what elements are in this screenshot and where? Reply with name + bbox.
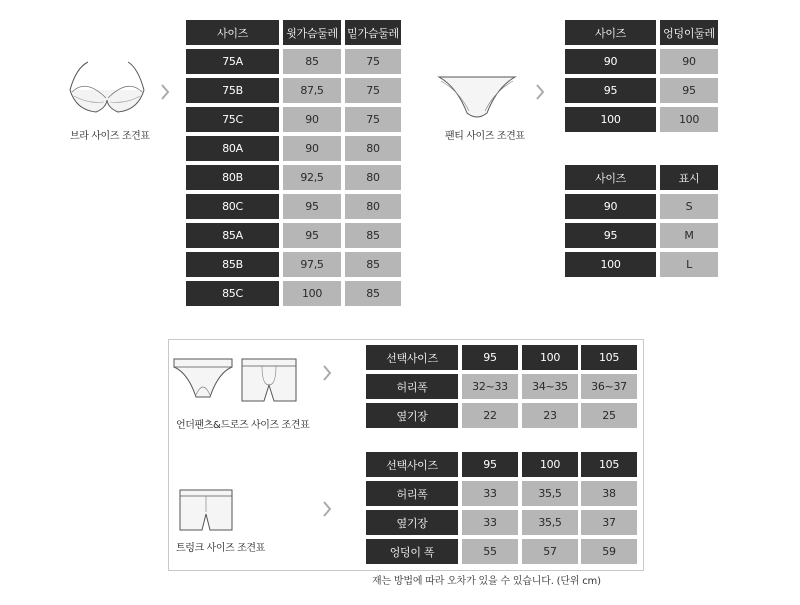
- table-row-label: 85B: [186, 252, 279, 277]
- table-cell: 85: [345, 223, 401, 248]
- measurement-note: 재는 방법에 따라 오차가 있을 수 있습니다. (단위 cm): [372, 576, 601, 587]
- table-row-label: 80C: [186, 194, 279, 219]
- table-cell: 90: [283, 136, 341, 161]
- table-cell: 59: [581, 539, 637, 564]
- table-row-label: 옆기장: [366, 510, 458, 535]
- table-cell: 95: [283, 223, 341, 248]
- table-header-cell: 사이즈: [186, 20, 279, 45]
- table-header-cell: 엉덩이둘레: [660, 20, 718, 45]
- table-row-label: 75B: [186, 78, 279, 103]
- bra-icon: [66, 58, 148, 120]
- table-cell: 80: [345, 136, 401, 161]
- table-row-label: 엉덩이 폭: [366, 539, 458, 564]
- drawers-icon: [240, 357, 298, 403]
- table-row-label: 95: [565, 223, 656, 248]
- table-cell: 75: [345, 78, 401, 103]
- table-cell: 75: [345, 49, 401, 74]
- table-cell: M: [660, 223, 718, 248]
- table-header-cell: 윗가슴둘레: [283, 20, 341, 45]
- table-row-label: 옆기장: [366, 403, 458, 428]
- table-header-cell: 표시: [660, 165, 718, 190]
- table-cell: L: [660, 252, 718, 277]
- table-header-cell: 선택사이즈: [366, 345, 458, 370]
- table-cell: 37: [581, 510, 637, 535]
- table-cell: 22: [462, 403, 518, 428]
- table-cell: 90: [283, 107, 341, 132]
- table-header-cell: 105: [581, 452, 637, 477]
- chevron-right-icon: [322, 364, 332, 382]
- table-cell: 90: [660, 49, 718, 74]
- table-row-label: 85A: [186, 223, 279, 248]
- panty-caption: 팬티 사이즈 조견표: [445, 131, 525, 142]
- chevron-right-icon: [535, 83, 545, 101]
- table-cell: 36~37: [581, 374, 637, 399]
- table-cell: 85: [283, 49, 341, 74]
- table-cell: 23: [522, 403, 578, 428]
- table-cell: 57: [522, 539, 578, 564]
- table-header-cell: 95: [462, 345, 518, 370]
- table-row-label: 75C: [186, 107, 279, 132]
- table-header-cell: 사이즈: [565, 165, 656, 190]
- underpants-caption: 언더팬츠&드로즈 사이즈 조견표: [176, 420, 310, 431]
- chevron-right-icon: [322, 500, 332, 518]
- table-row-label: 90: [565, 49, 656, 74]
- table-cell: 100: [660, 107, 718, 132]
- table-row-label: 90: [565, 194, 656, 219]
- table-row-label: 75A: [186, 49, 279, 74]
- table-cell: 80: [345, 194, 401, 219]
- chevron-right-icon: [160, 83, 170, 101]
- table-cell: 34~35: [522, 374, 578, 399]
- table-cell: 85: [345, 252, 401, 277]
- table-cell: 80: [345, 165, 401, 190]
- table-header-cell: 100: [522, 452, 578, 477]
- bra-caption: 브라 사이즈 조견표: [70, 131, 150, 142]
- briefs-icon: [172, 357, 234, 401]
- table-cell: 35,5: [522, 481, 578, 506]
- table-cell: 92,5: [283, 165, 341, 190]
- table-row-label: 허리폭: [366, 374, 458, 399]
- table-cell: 55: [462, 539, 518, 564]
- table-header-cell: 사이즈: [565, 20, 656, 45]
- table-row-label: 95: [565, 78, 656, 103]
- panty-icon: [437, 73, 517, 123]
- trunk-caption: 트렁크 사이즈 조견표: [176, 543, 265, 554]
- table-cell: 100: [283, 281, 341, 306]
- table-row-label: 85C: [186, 281, 279, 306]
- table-cell: 85: [345, 281, 401, 306]
- table-row-label: 80B: [186, 165, 279, 190]
- table-cell: 32~33: [462, 374, 518, 399]
- table-header-cell: 선택사이즈: [366, 452, 458, 477]
- table-cell: 97,5: [283, 252, 341, 277]
- table-cell: 87,5: [283, 78, 341, 103]
- table-header-cell: 밑가슴둘레: [345, 20, 401, 45]
- table-cell: 35,5: [522, 510, 578, 535]
- table-cell: 95: [283, 194, 341, 219]
- table-row-label: 허리폭: [366, 481, 458, 506]
- table-cell: 33: [462, 481, 518, 506]
- table-row-label: 100: [565, 107, 656, 132]
- table-cell: S: [660, 194, 718, 219]
- trunk-icon: [178, 488, 234, 532]
- table-row-label: 100: [565, 252, 656, 277]
- table-header-cell: 95: [462, 452, 518, 477]
- table-cell: 25: [581, 403, 637, 428]
- table-cell: 95: [660, 78, 718, 103]
- table-cell: 33: [462, 510, 518, 535]
- table-cell: 38: [581, 481, 637, 506]
- table-header-cell: 100: [522, 345, 578, 370]
- table-header-cell: 105: [581, 345, 637, 370]
- table-cell: 75: [345, 107, 401, 132]
- table-row-label: 80A: [186, 136, 279, 161]
